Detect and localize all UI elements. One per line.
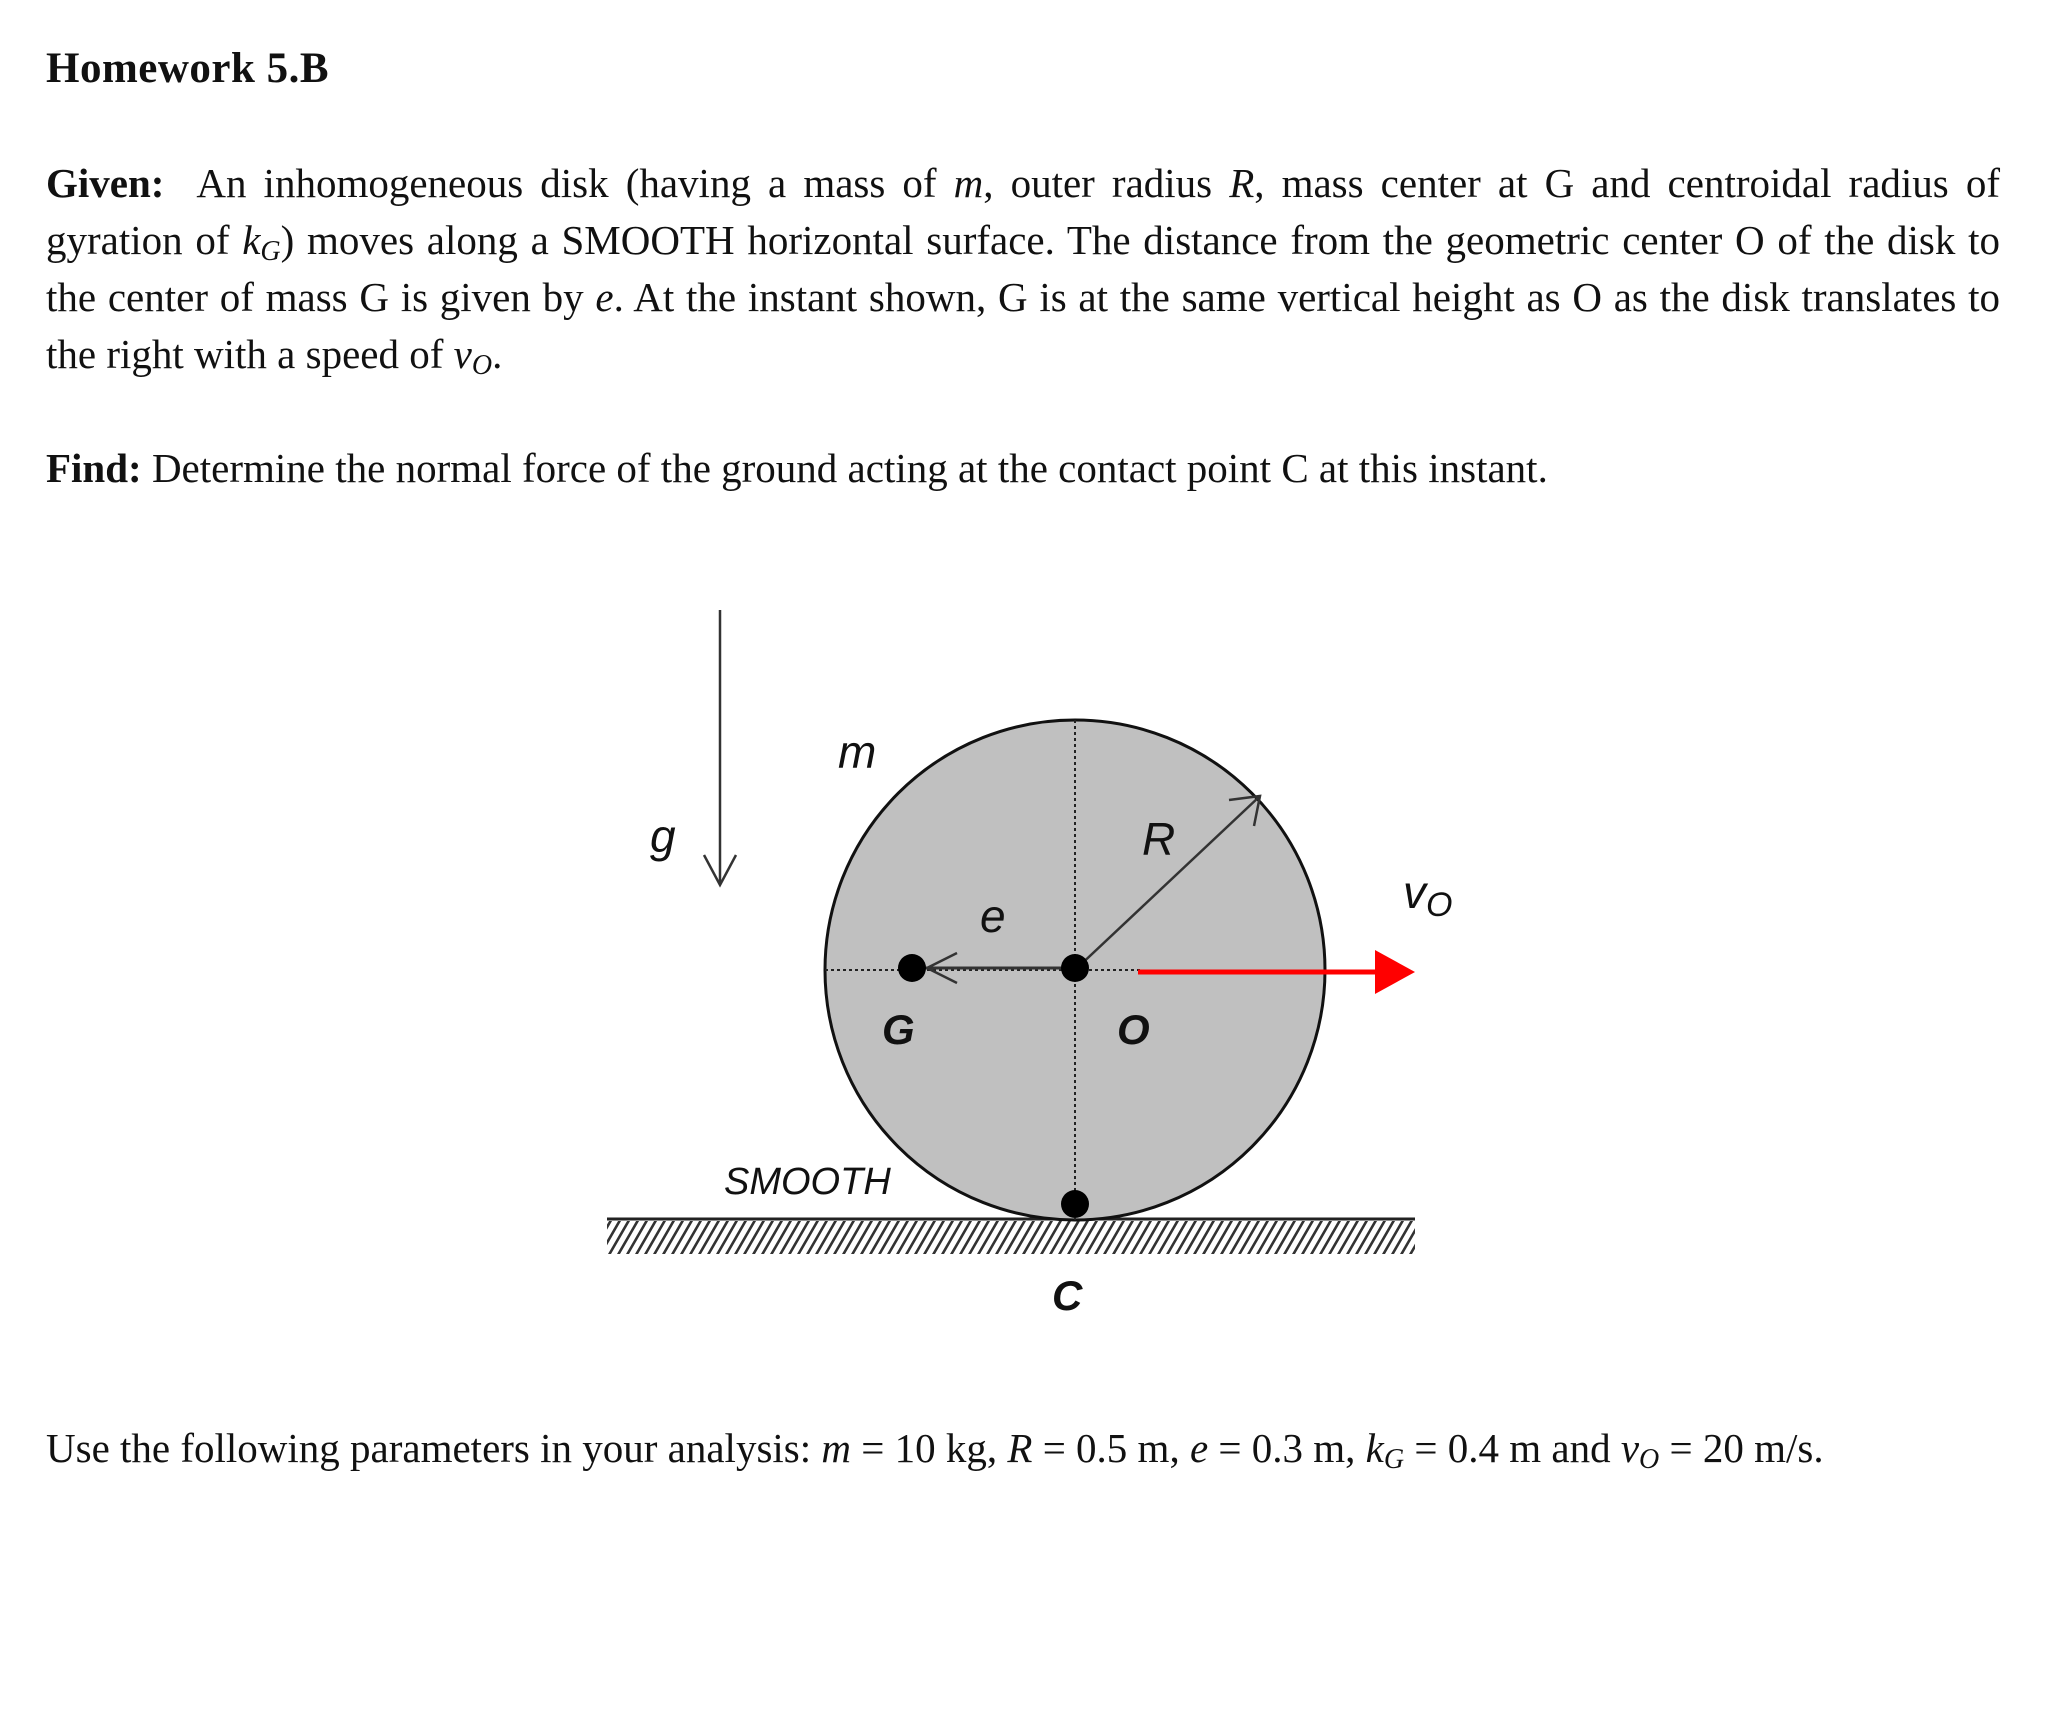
label-e: e xyxy=(980,890,1006,942)
params-text-1: Use the following parameters in your analysis: xyxy=(46,1425,822,1471)
params-sub-G: G xyxy=(1383,1444,1405,1475)
point-G xyxy=(898,954,926,982)
point-C xyxy=(1061,1190,1089,1218)
label-G: G xyxy=(882,1006,915,1053)
params-eq-2: = 0.5 m, xyxy=(1032,1425,1190,1471)
label-smooth: SMOOTH xyxy=(724,1161,891,1203)
params-eq-3: = 0.3 m, xyxy=(1208,1425,1366,1471)
given-text-2: , outer radius xyxy=(983,160,1230,206)
label-O: O xyxy=(1117,1006,1150,1053)
params-var-R: R xyxy=(1007,1425,1033,1471)
given-var-m: m xyxy=(953,160,984,206)
params-var-m: m xyxy=(821,1425,852,1471)
given-var-v: v xyxy=(453,331,472,377)
label-v xyxy=(1403,866,1452,924)
given-label: Given: xyxy=(46,160,165,206)
label-R: R xyxy=(1142,813,1176,865)
given-text-5: . At the instant shown, G is at the same vertical height as O as the disk translates to the right with a speed of xyxy=(46,274,2000,377)
given-text-4: ) moves along a SMOOTH horizontal surface. The distance from the geometric center O of the disk to the center of mass G is given by xyxy=(46,217,2000,320)
params-var-k: k xyxy=(1365,1425,1384,1471)
label-v-sub: O xyxy=(1426,886,1453,924)
given-text-3: , mass center at G and centroidal radius of gyration of xyxy=(46,160,2000,263)
given-var-e: e xyxy=(595,274,614,320)
label-C: C xyxy=(1052,1272,1083,1319)
given-sub-G: G xyxy=(260,236,281,267)
homework-title: Homework 5.B xyxy=(46,45,330,92)
point-O xyxy=(1061,954,1089,982)
given-text-6: . xyxy=(492,331,503,377)
ground-surface xyxy=(607,1219,1415,1254)
params-var-e: e xyxy=(1189,1425,1209,1471)
params-eq-1: = 10 kg, xyxy=(851,1425,1008,1471)
label-v-main: v xyxy=(1403,866,1426,918)
params-var-v: v xyxy=(1620,1425,1640,1471)
params-eq-4: = 0.4 m and xyxy=(1404,1425,1621,1471)
label-m: m xyxy=(838,726,877,778)
parameters-paragraph xyxy=(46,1420,2000,1477)
given-var-R: R xyxy=(1229,160,1255,206)
gravity-arrow xyxy=(704,610,736,885)
find-label: Find: xyxy=(46,445,142,491)
given-text-1: An inhomogeneous disk (having a mass of xyxy=(196,160,954,206)
params-eq-5: = 20 m/s. xyxy=(1659,1425,1824,1471)
find-text: Determine the normal force of the ground acting at the contact point C at this instant. xyxy=(151,445,1548,491)
params-sub-O: O xyxy=(1639,1444,1660,1475)
label-g: g xyxy=(650,810,676,862)
given-var-k: k xyxy=(242,217,261,263)
given-sub-O: O xyxy=(471,350,493,381)
